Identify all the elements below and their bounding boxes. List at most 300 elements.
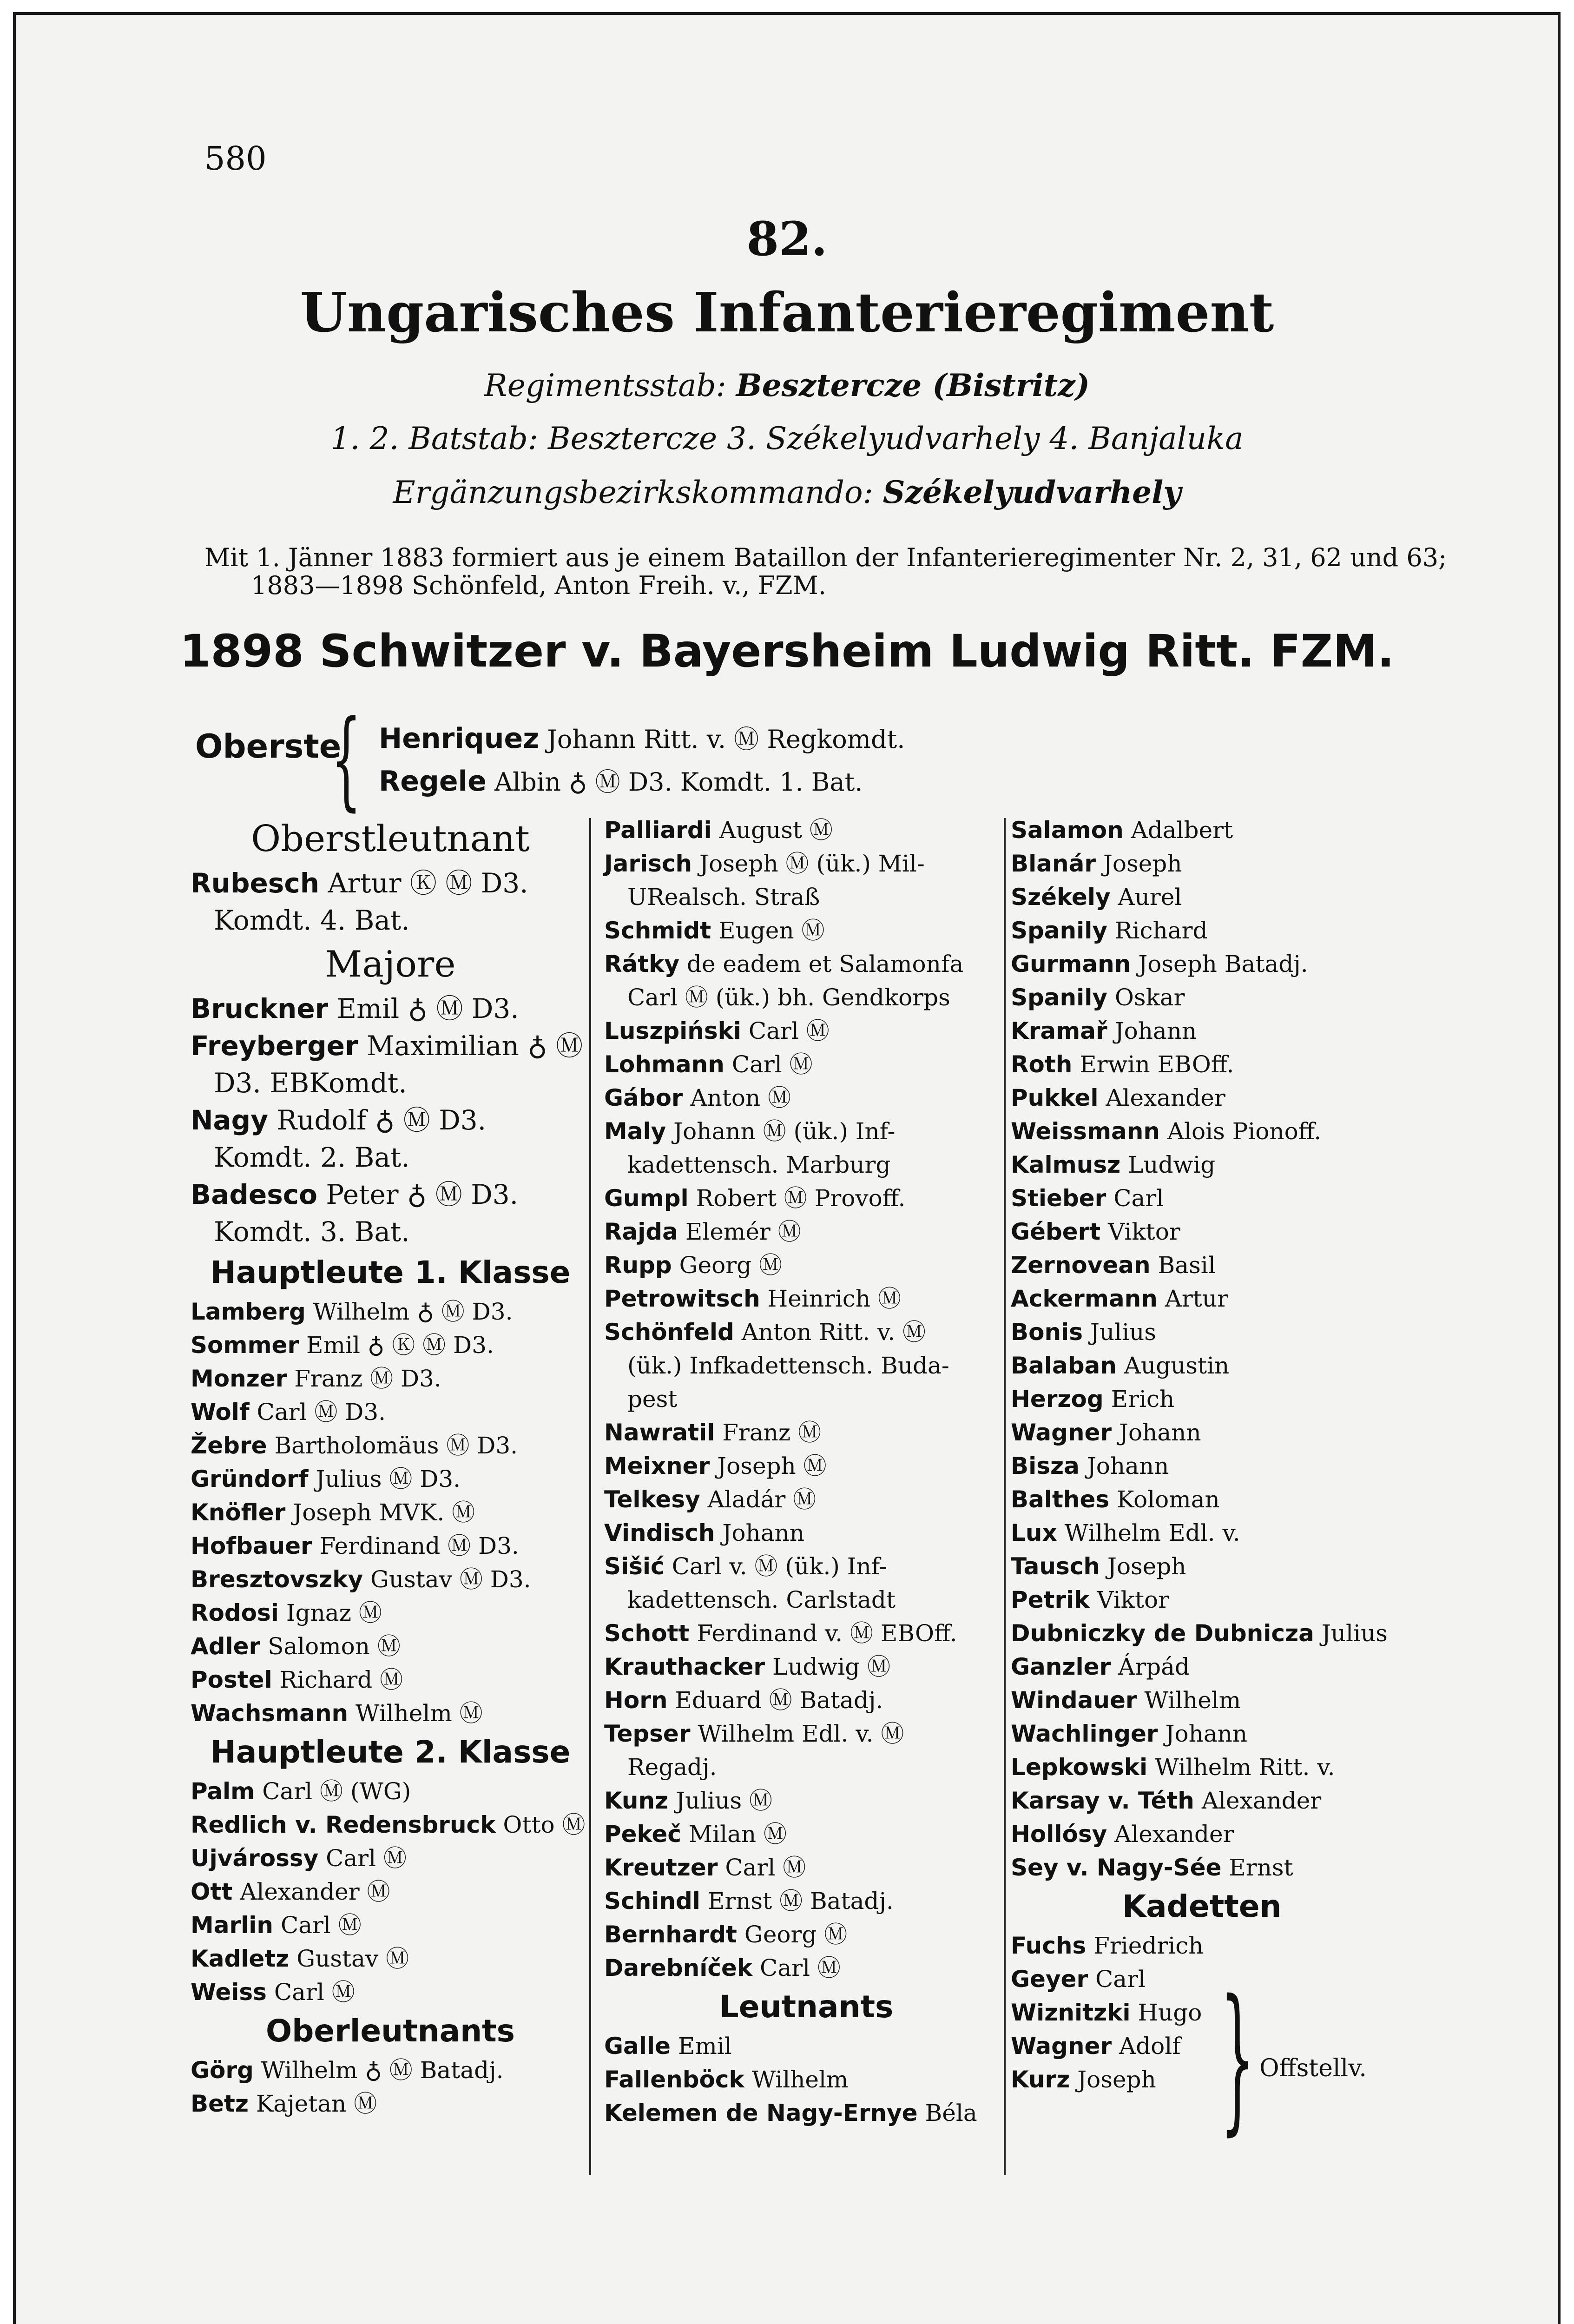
officer-details: Joseph Batadj. [1138,951,1308,977]
officer-details: Carl Ⓜ [725,1854,806,1881]
officer-name: Knöfler [191,1499,286,1526]
officer-details-cont: pest [627,1386,678,1413]
officer-details: Heinrich Ⓜ [767,1285,901,1312]
officer-name: Schmidt [604,917,711,944]
officer-details: Joseph [1103,850,1182,877]
officer-name: Kadletz [191,1945,290,1972]
cadet-name: Fuchs [1011,1932,1087,1959]
officer-details: Alexander [1114,1821,1234,1848]
section-heading: Oberstleutnant [251,818,530,860]
officer-entry [191,1027,590,1102]
officer-details: Elemér Ⓜ [685,1218,801,1245]
officer-name: Ganzler [1011,1653,1111,1680]
cadet-details: Carl [1095,1966,1146,1993]
officer-entry [1011,1750,1466,1784]
officer-name: Roth [1011,1051,1073,1078]
officer-details: Carl Ⓜ [326,1845,407,1872]
officer-details: Koloman [1117,1486,1220,1513]
officer-entry [1011,1817,1466,1851]
officer-details: Johann Ⓜ (ük.) Inf- [673,1118,896,1145]
officer-name: Pukkel [1011,1084,1099,1111]
officer-name: Horn [604,1687,668,1714]
officer-name: Freyberger [191,1030,358,1062]
officer-entry [1011,1081,1466,1115]
officer-details: Joseph Ⓜ [717,1452,827,1479]
officer-name: Weiss [191,1979,267,2006]
officer-entry [604,947,1008,1014]
cadet-details: Joseph [1077,2066,1156,2093]
officer-details: Milan Ⓜ [688,1821,787,1848]
oberst-name: Regele [379,765,487,798]
ergaenzung-line [0,474,1574,510]
officer-details: Wilhelm ♁ Ⓜ Batadj. [261,2057,504,2084]
regiment-owner: 1898 Schwitzer v. Bayersheim Ludwig Ritt. FZM. [179,625,1395,677]
officer-entry [604,1483,1008,1516]
officer-details: Joseph Ⓜ (ük.) Mil- [699,850,925,877]
officer-name: Kramař [1011,1017,1107,1044]
officer-details: Adalbert [1131,817,1233,844]
officer-entry [604,1684,1008,1717]
officer-entry [1011,1115,1466,1148]
oberste-label: Oberste [195,727,342,766]
officer-details: Carl Ⓜ [748,1017,830,1044]
officer-details: Richard Ⓜ [279,1666,403,1693]
officer-name: Krauthacker [604,1653,765,1680]
kadetten-note: Offstellv. [1259,2054,1367,2082]
officer-entry [1011,1851,1466,1884]
officer-details: Julius [1321,1620,1388,1647]
officer-entry [191,1908,590,1942]
officer-details-cont: Komdt. 4. Bat. [214,905,410,936]
officer-details: Wilhelm ♁ Ⓜ D3. [313,1298,513,1325]
officer-entry [1011,1349,1466,1382]
officer-details: Johann [1119,1419,1201,1446]
officer-entry [604,2096,1008,2130]
officer-name: Pekeč [604,1821,682,1848]
officer-entry [604,1315,1008,1416]
officer-details: Ludwig Ⓜ [772,1653,891,1680]
officer-entry [1011,1315,1466,1349]
officer-entry [1011,914,1466,947]
officer-entry [604,1516,1008,1550]
officer-details-cont: URealsch. Straß [627,884,820,911]
officer-name: Kelemen de Nagy-Ernye [604,2100,918,2126]
oberst-entry [379,762,863,798]
officer-details: Alois Pionoff. [1167,1118,1322,1145]
officer-name: Rodosi [191,1599,279,1626]
cadet-details: Friedrich [1093,1932,1204,1959]
officer-name: Tepser [604,1720,691,1747]
officer-entry [1011,981,1466,1014]
regiment-number: 82. [746,211,828,266]
officer-details: Anton Ⓜ [690,1084,791,1111]
officer-entry [191,2087,590,2120]
officer-details: Joseph [1107,1553,1186,1580]
officer-details: Viktor [1097,1586,1170,1613]
column-1 [191,813,590,2120]
officer-entry [1011,1048,1466,1081]
officer-name: Dubniczky de Dubnicza [1011,1620,1314,1647]
officer-details: Bartholomäus Ⓜ D3. [274,1432,518,1459]
officer-name: Salamon [1011,817,1124,844]
officer-name: Schönfeld [604,1319,734,1346]
officer-details: Carl Ⓜ [731,1051,813,1078]
officer-name: Balaban [1011,1352,1117,1379]
officer-name: Gumpl [604,1185,689,1212]
officer-name: Maly [604,1118,666,1145]
officer-details: Emil ♁ Ⓚ Ⓜ D3. [306,1332,494,1359]
officer-details-cont: D3. EBKomdt. [214,1067,407,1099]
officer-name: Wolf [191,1399,250,1426]
officer-details: Johann [1087,1452,1169,1479]
officer-entry [1011,1784,1466,1817]
officer-name: Wachsmann [191,1700,349,1727]
officer-entry [604,1851,1008,1884]
officer-entry [1011,813,1466,847]
officer-details-cont: kadettensch. Marburg [627,1151,891,1178]
officer-details: Richard [1114,917,1208,944]
officer-name: Kalmusz [1011,1151,1121,1178]
officer-name: Székely [1011,884,1111,911]
officer-details: Johann [1165,1720,1248,1747]
officer-name: Lamberg [191,1298,306,1325]
officer-details: Peter ♁ Ⓜ D3. [326,1179,519,1210]
officer-details: Maximilian ♁ Ⓜ [367,1030,583,1062]
officer-entry [1011,1449,1466,1483]
officer-details: Carl Ⓜ [280,1912,362,1939]
officer-entry [604,1416,1008,1449]
officer-entry [604,2029,1008,2063]
officer-entry [1011,880,1466,914]
officer-name: Petrowitsch [604,1285,760,1312]
officer-details: Viktor [1108,1218,1180,1245]
oberst-entry [379,720,905,755]
officer-entry [604,1182,1008,1215]
oberst-details: Johann Ritt. v. Ⓜ Regkomdt. [547,725,905,754]
officer-name: Sommer [191,1332,299,1359]
officer-name: Sišić [604,1553,665,1580]
officer-entry [191,1102,590,1176]
officer-entry [604,1817,1008,1851]
officer-name: Vindisch [604,1519,715,1546]
officer-details: Wilhelm [1144,1687,1241,1714]
officer-name: Jarisch [604,850,692,877]
officer-entry [604,1215,1008,1248]
officer-entry [1011,1182,1466,1215]
page-title: Ungarisches Infanterieregiment [300,281,1274,344]
officer-details: Béla [925,2100,977,2126]
officer-name: Rátky [604,951,679,977]
cadet-entry [1011,1929,1466,1962]
officer-details: Gustav Ⓜ [296,1945,409,1972]
officer-details: Alexander [1106,1084,1225,1111]
officer-name: Rajda [604,1218,678,1245]
officer-name: Palm [191,1778,255,1805]
officer-entry [191,1462,590,1496]
officer-details: Artur [1165,1285,1228,1312]
officer-name: Ujvárossy [191,1845,319,1872]
officer-entry [1011,1215,1466,1248]
officer-name: Rubesch [191,867,320,899]
cadet-name: Kurz [1011,2066,1070,2093]
officer-entry [191,1496,590,1529]
officer-name: Rupp [604,1252,672,1279]
officer-details: Carl [1113,1185,1164,1212]
officer-entry [191,1875,590,1908]
officer-name: Schott [604,1620,690,1647]
officer-entry [1011,1583,1466,1617]
officer-entry [604,1884,1008,1918]
section-heading: Hauptleute 2. Klasse [210,1734,571,1770]
officer-details: Wilhelm Edl. v. Ⓜ [698,1720,904,1747]
officer-entry [191,1529,590,1563]
officer-entry [604,1717,1008,1784]
officer-name: Wachlinger [1011,1720,1158,1747]
history-line-2: 1883—1898 Schönfeld, Anton Freih. v., FZM. [251,571,827,600]
officer-entry [604,914,1008,947]
officer-name: Bernhardt [604,1921,737,1948]
officer-entry [1011,1516,1466,1550]
officer-details: Gustav Ⓜ D3. [370,1566,531,1593]
officer-name: Gébert [1011,1218,1101,1245]
officer-name: Žebre [191,1432,267,1459]
officer-details: Augustin [1124,1352,1230,1379]
officer-entry [191,1808,590,1842]
officer-entry [191,1697,590,1730]
oberst-details: Albin ♁ Ⓜ D3. Komdt. 1. Bat. [494,767,863,797]
officer-entry [1011,1617,1466,1650]
officer-name: Görg [191,2057,254,2084]
officer-name: Lohmann [604,1051,724,1078]
officer-details: Ferdinand v. Ⓜ EBOff. [697,1620,957,1647]
officer-details: Wilhelm [751,2066,849,2093]
officer-details: Georg Ⓜ [744,1921,848,1948]
officer-entry [1011,1148,1466,1182]
officer-entry [604,2063,1008,2096]
officer-entry [604,1081,1008,1115]
officer-name: Bonis [1011,1319,1083,1346]
officer-entry [191,1842,590,1875]
officer-entry [1011,1650,1466,1684]
officer-name: Ackermann [1011,1285,1158,1312]
officer-name: Palliardi [604,817,712,844]
officer-entry [191,1362,590,1395]
officer-entry [191,1395,590,1429]
officer-name: Meixner [604,1452,710,1479]
officer-name: Postel [191,1666,272,1693]
officer-entry [191,1775,590,1808]
officer-name: Balthes [1011,1486,1110,1513]
officer-name: Gründorf [191,1466,309,1492]
officer-name: Fallenböck [604,2066,744,2093]
officer-entry [191,990,590,1027]
officer-entry [191,1176,590,1250]
officer-details: Wilhelm Ritt. v. [1155,1754,1335,1781]
officer-details: Aurel [1118,884,1182,911]
officer-entry [604,1617,1008,1650]
officer-entry [191,1563,590,1596]
officer-details: Basil [1158,1252,1216,1279]
officer-details: Franz Ⓜ D3. [294,1365,441,1392]
officer-name: Sey v. Nagy-Sée [1011,1854,1222,1881]
column-2 [604,813,1008,2130]
cadet-name: Geyer [1011,1966,1088,1993]
officer-name: Bresztovszky [191,1566,363,1593]
officer-entry [604,1650,1008,1684]
officer-entry [191,865,590,939]
officer-entry [191,2053,590,2087]
batstab-line: 1. 2. Batstab: Besztercze 3. Székelyudvarhely 4. Banjaluka [330,421,1244,456]
officer-details: Carl v. Ⓜ (ük.) Inf- [672,1553,887,1580]
officer-details: Eugen Ⓜ [718,917,825,944]
officer-name: Luszpiński [604,1017,741,1044]
officer-entry [604,1550,1008,1617]
officer-name: Bisza [1011,1452,1080,1479]
officer-name: Badesco [191,1179,317,1210]
officer-name: Zernovean [1011,1252,1151,1279]
officer-entry [604,1282,1008,1315]
officer-name: Wagner [1011,1419,1112,1446]
officer-details-cont: Regadj. [627,1754,717,1781]
officer-name: Redlich v. Redensbruck [191,1811,496,1838]
officer-entry [191,1596,590,1630]
officer-details-cont: Carl Ⓜ (ük.) bh. Gendkorps [627,984,950,1011]
officer-name: Nagy [191,1104,269,1136]
officer-details: Alexander Ⓜ [240,1878,390,1905]
officer-entry [1011,1282,1466,1315]
officer-details: Ernst [1229,1854,1293,1881]
officer-details: August Ⓜ [719,817,833,844]
officer-entry [604,1248,1008,1282]
officer-details: Robert Ⓜ Provoff. [696,1185,906,1212]
officer-entry [1011,1382,1466,1416]
officer-entry [191,1328,590,1362]
officer-name: Windauer [1011,1687,1137,1714]
officer-name: Monzer [191,1365,287,1392]
officer-name: Betz [191,2090,249,2117]
officer-name: Marlin [191,1912,274,1939]
officer-details-cont: Komdt. 2. Bat. [214,1142,410,1173]
officer-entry [1011,847,1466,880]
officer-name: Hofbauer [191,1532,312,1559]
officer-name: Galle [604,2033,671,2060]
officer-details: Erich [1111,1386,1175,1413]
officer-name: Schindl [604,1888,700,1915]
officer-details-cont: (ük.) Infkadettensch. Buda- [627,1352,949,1379]
officer-entry [1011,1550,1466,1583]
officer-details: Ernst Ⓜ Batadj. [707,1888,894,1915]
officer-name: Nawratil [604,1419,715,1446]
officer-details: Georg Ⓜ [679,1252,783,1279]
officer-details: Ludwig [1128,1151,1216,1178]
officer-name: Hollósy [1011,1821,1107,1848]
officer-details: Oskar [1114,984,1185,1011]
officer-details: Johann [1114,1017,1197,1044]
section-heading: Majore [325,944,456,985]
officer-details: Erwin EBOff. [1080,1051,1234,1078]
officer-entry [604,1918,1008,1951]
officer-entry [604,1014,1008,1048]
officer-name: Karsay v. Téth [1011,1787,1194,1814]
officer-entry [1011,1684,1466,1717]
section-heading: Hauptleute 1. Klasse [210,1254,571,1290]
officer-details: Árpád [1118,1653,1190,1680]
officer-details: Carl Ⓜ (WG) [262,1778,411,1805]
officer-details: Alexander [1201,1787,1322,1814]
column-3 [1011,813,1466,2096]
officer-details: Carl Ⓜ [274,1979,355,2006]
officer-entry [1011,1717,1466,1750]
officer-details: Emil [678,2033,732,2060]
officer-entry [191,1295,590,1328]
officer-details: de eadem et Salamonfa [686,951,964,977]
officer-entry [191,1975,590,2009]
section-heading: Kadetten [1122,1888,1282,1924]
ergaenzung-value: Székelyudvarhely [882,474,1181,510]
officer-entry [191,1630,590,1663]
oberst-name: Henriquez [379,722,540,755]
officer-details: Julius [1090,1319,1156,1346]
officer-details: Julius Ⓜ [676,1787,773,1814]
officer-name: Telkesy [604,1486,700,1513]
officer-details: Ignaz Ⓜ [286,1599,382,1626]
officer-name: Tausch [1011,1553,1100,1580]
officer-name: Darebníček [604,1954,753,1981]
officer-name: Weissmann [1011,1118,1160,1145]
brace-icon: } [1220,1966,1255,2150]
officer-entry [191,1663,590,1697]
officer-name: Adler [191,1633,261,1660]
page-number: 580 [204,139,267,178]
officer-details: Carl Ⓜ [760,1954,841,1981]
regimentsstab-label: Regimentsstab: [484,368,726,403]
officer-details: Anton Ritt. v. Ⓜ [741,1319,926,1346]
officer-entry [604,1784,1008,1817]
officer-details: Joseph MVK. Ⓜ [293,1499,475,1526]
brace-icon: { [331,698,362,822]
officer-details: Johann [722,1519,804,1546]
officer-entry [1011,1014,1466,1048]
cadet-name: Wagner [1011,2033,1112,2060]
officer-details: Carl Ⓜ D3. [257,1399,386,1426]
cadet-details: Hugo [1138,1999,1202,2026]
officer-entry [1011,947,1466,981]
officer-name: Lux [1011,1519,1057,1546]
officer-details-cont: Komdt. 3. Bat. [214,1216,410,1248]
officer-name: Gurmann [1011,951,1131,977]
section-heading: Oberleutnants [266,2013,515,2049]
officer-entry [604,1115,1008,1182]
officer-name: Gábor [604,1084,683,1111]
officer-details: Artur Ⓚ Ⓜ D3. [328,867,528,899]
officer-details-cont: kadettensch. Carlstadt [627,1586,896,1613]
ergaenzung-label: Ergänzungsbezirkskommando: [393,475,873,510]
officer-name: Lepkowski [1011,1754,1148,1781]
officer-name: Blanár [1011,850,1096,877]
officer-details: Eduard Ⓜ Batadj. [675,1687,883,1714]
history-line-1: Mit 1. Jänner 1883 formiert aus je einem Bataillon der Infanterieregimenter Nr. 2, 31, 62 und 63; [204,543,1447,572]
section-heading: Leutnants [719,1989,894,2025]
officer-entry [604,813,1008,847]
officer-details: Aladár Ⓜ [707,1486,817,1513]
officer-details: Rudolf ♁ Ⓜ D3. [277,1104,487,1136]
cadet-name: Wiznitzki [1011,1999,1131,2026]
officer-entry [604,1449,1008,1483]
officer-name: Spanily [1011,984,1108,1011]
officer-details: Ferdinand Ⓜ D3. [319,1532,519,1559]
regimentsstab-value: Besztercze (Bistritz) [736,367,1090,403]
officer-details: Franz Ⓜ [722,1419,822,1446]
